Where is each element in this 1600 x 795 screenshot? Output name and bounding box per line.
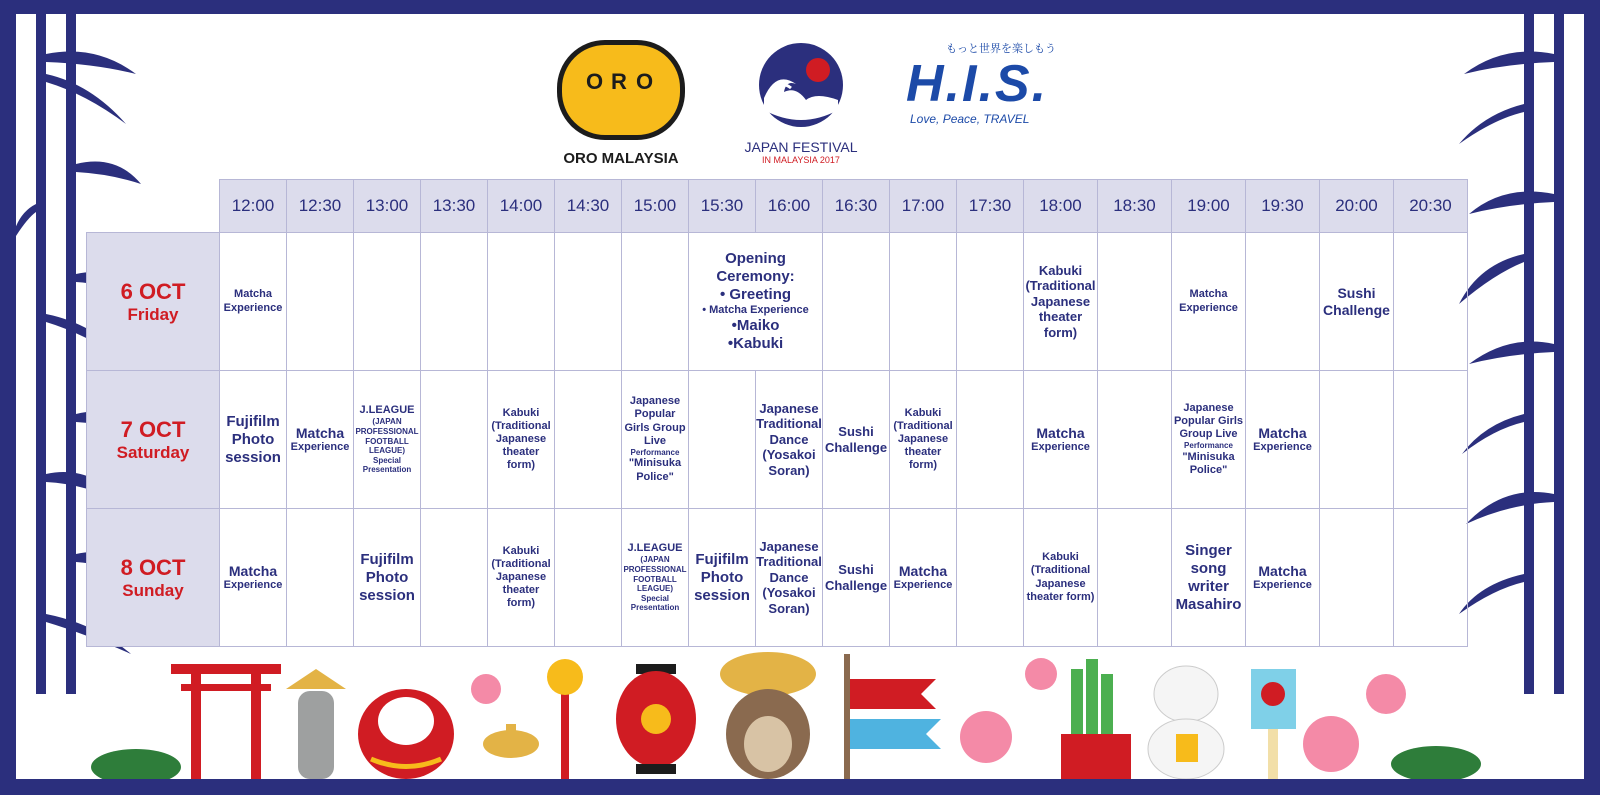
time-slot-header: 13:30	[421, 180, 488, 233]
day-date: 7 OCT	[120, 416, 186, 442]
corner-cell	[87, 180, 220, 233]
empty-cell	[488, 233, 555, 371]
oro-face-icon: O R O	[557, 40, 685, 140]
time-slot-header: 16:30	[823, 180, 890, 233]
empty-cell	[421, 371, 488, 509]
event-cell: Matcha Experience	[220, 233, 287, 371]
day-date: 6 OCT	[120, 278, 186, 304]
empty-cell	[1394, 233, 1468, 371]
time-slot-header: 19:00	[1172, 180, 1246, 233]
candy-stick-icon	[547, 659, 583, 779]
time-slot-header: 18:00	[1024, 180, 1098, 233]
event-cell: Kabuki (Traditional Japanese theater form)	[890, 371, 957, 509]
pine-bush-icon	[91, 749, 181, 779]
empty-cell	[354, 233, 421, 371]
event-cell: Kabuki (Traditional Japanese theater form)	[488, 509, 555, 647]
jizo-statue-icon	[286, 669, 346, 779]
sakura-flower-icon	[960, 711, 1012, 763]
empty-cell	[1320, 509, 1394, 647]
his-logo-text: H.I.S.	[906, 55, 1049, 113]
his-slogan: Love, Peace, TRAVEL	[910, 112, 1030, 126]
sponsor-logos	[536, 40, 1096, 170]
empty-cell	[890, 233, 957, 371]
event-cell: Matcha Experience	[1024, 371, 1098, 509]
event-cell: Matcha Experience	[287, 371, 354, 509]
oro-malaysia-logo	[556, 40, 686, 167]
daruma-icon	[358, 689, 454, 779]
festival-schedule-table	[86, 179, 1468, 647]
event-cell: Fujifilm Photo session	[220, 371, 287, 509]
day-row-sunday	[87, 509, 1468, 647]
event-cell-opening-ceremony: Opening Ceremony: • Greeting • Matcha Experience •Maiko •Kabuki	[689, 233, 823, 371]
event-cell: Matcha Experience	[1172, 233, 1246, 371]
his-tagline: もっと世界を楽しもう	[946, 43, 1056, 55]
wave-emblem-icon	[756, 40, 846, 130]
event-cell: Matcha Experience	[1246, 509, 1320, 647]
japanese-icons-decoration	[16, 649, 1584, 779]
event-cell: Kabuki (Traditional Japanese theater form)	[488, 371, 555, 509]
day-header	[87, 233, 220, 371]
event-cell: J.LEAGUE (JAPAN PROFESSIONAL FOOTBALL LEAGUE) Special Presentation	[354, 371, 421, 509]
time-header-row	[87, 180, 1468, 233]
empty-cell	[421, 509, 488, 647]
event-cell: Matcha Experience	[1246, 371, 1320, 509]
empty-cell	[1098, 233, 1172, 371]
event-cell: Japanese Traditional Dance (Yosakoi Soran)	[756, 371, 823, 509]
japan-festival-logo	[726, 40, 876, 165]
empty-cell	[1098, 509, 1172, 647]
empty-cell	[1098, 371, 1172, 509]
tanuki-icon	[720, 652, 816, 779]
event-cell: Fujifilm Photo session	[354, 509, 421, 647]
time-slot-header: 15:00	[622, 180, 689, 233]
time-slot-header: 16:00	[756, 180, 823, 233]
event-cell: Kabuki (Traditional Japanese theater form)	[1024, 509, 1098, 647]
time-slot-header: 17:30	[957, 180, 1024, 233]
torii-gate-icon	[171, 664, 281, 779]
time-slot-header: 20:00	[1320, 180, 1394, 233]
bamboo-right-decoration	[1454, 14, 1584, 694]
event-cell: J.LEAGUE (JAPAN PROFESSIONAL FOOTBALL LEAGUE) Special Presentation	[622, 509, 689, 647]
paper-lantern-icon	[616, 664, 696, 774]
empty-cell	[622, 233, 689, 371]
pine-bush-icon	[1391, 746, 1481, 779]
event-cell: Japanese Popular Girls Group Live Performance "Minisuka Police"	[622, 371, 689, 509]
empty-cell	[1320, 371, 1394, 509]
japan-festival-title: JAPAN FESTIVAL	[744, 139, 858, 155]
time-slot-header: 19:30	[1246, 180, 1320, 233]
empty-cell	[1394, 509, 1468, 647]
oro-logo-text: ORO MALAYSIA	[563, 150, 679, 167]
event-cell: Matcha Experience	[220, 509, 287, 647]
time-slot-header: 20:30	[1394, 180, 1468, 233]
sakura-flower-icon	[1025, 658, 1057, 690]
empty-cell	[823, 233, 890, 371]
empty-cell	[287, 233, 354, 371]
sakura-flower-icon	[471, 674, 501, 704]
day-row-saturday	[87, 371, 1468, 509]
time-slot-header: 17:00	[890, 180, 957, 233]
empty-cell	[1394, 371, 1468, 509]
event-cell: Matcha Experience	[890, 509, 957, 647]
event-cell: Kabuki (Traditional Japanese theater form)	[1024, 233, 1098, 371]
spinning-top-icon	[483, 724, 539, 758]
empty-cell	[957, 371, 1024, 509]
maneki-neko-icon	[1148, 666, 1224, 779]
day-weekday: Friday	[127, 304, 179, 324]
empty-cell	[689, 371, 756, 509]
event-cell: Japanese Traditional Dance (Yosakoi Soran)	[756, 509, 823, 647]
empty-cell	[555, 233, 622, 371]
sakura-flower-icon	[1366, 674, 1406, 714]
day-weekday: Sunday	[122, 580, 184, 600]
event-cell: Sushi Challenge	[823, 509, 890, 647]
event-cell: Fujifilm Photo session	[689, 509, 756, 647]
time-slot-header: 13:00	[354, 180, 421, 233]
empty-cell	[957, 233, 1024, 371]
time-slot-header: 12:00	[220, 180, 287, 233]
time-slot-header: 12:30	[287, 180, 354, 233]
day-date: 8 OCT	[120, 554, 186, 580]
empty-cell	[1246, 233, 1320, 371]
empty-cell	[421, 233, 488, 371]
day-row-friday	[87, 233, 1468, 371]
empty-cell	[555, 509, 622, 647]
hagoita-paddle-icon	[1251, 669, 1296, 779]
empty-cell	[287, 509, 354, 647]
time-slot-header: 18:30	[1098, 180, 1172, 233]
kadomatsu-icon	[1061, 659, 1131, 779]
day-header	[87, 371, 220, 509]
empty-cell	[957, 509, 1024, 647]
sakura-flower-icon	[1303, 716, 1359, 772]
day-weekday: Saturday	[116, 442, 190, 462]
his-travel-logo	[906, 40, 1096, 126]
poster-frame	[16, 14, 1584, 779]
empty-cell	[555, 371, 622, 509]
event-cell: Sushi Challenge	[1320, 233, 1394, 371]
event-cell: Singer song writer Masahiro	[1172, 509, 1246, 647]
event-cell: Sushi Challenge	[823, 371, 890, 509]
day-header	[87, 509, 220, 647]
time-slot-header: 15:30	[689, 180, 756, 233]
time-slot-header: 14:30	[555, 180, 622, 233]
japan-festival-subtitle: IN MALAYSIA 2017	[762, 155, 840, 165]
time-slot-header: 14:00	[488, 180, 555, 233]
event-cell: Japanese Popular Girls Group Live Performance "Minisuka Police"	[1172, 371, 1246, 509]
koinobori-icon	[844, 654, 941, 779]
